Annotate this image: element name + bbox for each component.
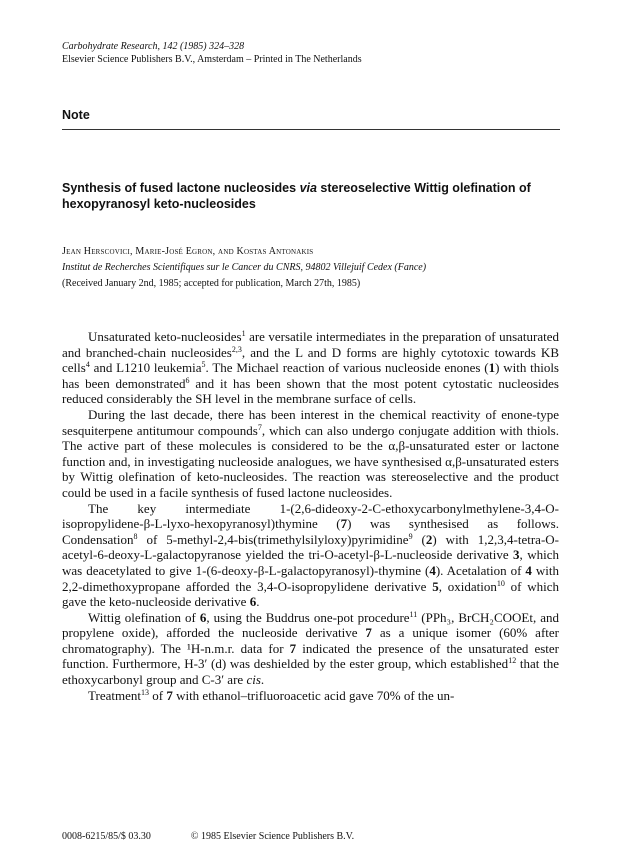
reference-marker: 5 — [201, 360, 206, 370]
compound-number: 1 — [488, 360, 496, 376]
text-run: with ethanol–trifluoroacetic acid gave 70% of the un- — [172, 687, 455, 703]
reference-marker: 6 — [185, 375, 190, 385]
text-run: , which was deacetylated to give 1-(6-deoxy-β-L-galactopyranosyl)-thymine ( — [62, 547, 559, 578]
text-run: During the last decade, there has been interest in the chemical reactivity of enone-type sesquiterpene antitumour compounds — [62, 406, 559, 438]
compound-number: 4 — [525, 562, 532, 578]
reference-marker: 13 — [140, 687, 149, 697]
text-run: , using the Buddrus one-pot procedure — [206, 609, 410, 625]
text-run: of — [148, 687, 167, 703]
text-run: ) with thiols has been demonstrated — [62, 360, 559, 391]
compound-number: 3 — [513, 547, 520, 563]
paragraph-5 — [62, 688, 559, 704]
reference-marker: 2,3 — [231, 344, 242, 354]
paragraph-2 — [62, 407, 559, 501]
reference-marker: 1 — [241, 329, 246, 338]
paragraph-4 — [62, 610, 559, 688]
article-title — [62, 180, 562, 212]
text-run: . — [256, 594, 260, 610]
author-block — [62, 244, 426, 292]
text-run: , and the L and D forms are highly cytotoxic towards KB cells — [62, 344, 559, 376]
text-run: ( — [412, 531, 426, 547]
author-affiliation: Institut de Recherches Scientifiques sur le Cancer du CNRS, 94802 Villejuif Cedex (Fance) — [62, 262, 427, 273]
author-names: Jean Herscovici, Marie-José Egron, and Kostas Antonakis — [62, 246, 314, 257]
reference-marker: 10 — [496, 578, 505, 588]
text-run: (PPh₃, BrCH₂COOEt, and propylene oxide), afforded the nucleoside derivative — [62, 609, 559, 641]
text-run: of 5-methyl-2,4-bis(trimethylsilyloxy)pyrimidine — [137, 531, 409, 547]
text-run: , which can also undergo conjugate addition with thiols. The active part of these molecules is considered to be the α,β-unsaturated ester or lactone function and, in investigating nucleoside analogues, we have synthesised α,β-unsaturated esters by Wittig olefination of keto-nucleosides. The reaction was stereoselective and the product could be used in a facile synthesis of fused lactone nucleosides. — [62, 422, 559, 500]
text-run: . — [260, 672, 265, 688]
compound-number: 5 — [432, 578, 439, 594]
reference-marker: 12 — [508, 656, 517, 666]
text-run: Treatment — [88, 687, 141, 703]
text-run: indicated the presence of the unsaturated ester function. Furthermore, H-3′ (d) was deshielded by the ester group, which established — [62, 640, 559, 672]
text-run: and it has been shown that the most potent cytostatic nucleosides reduced considerably the SH level in the membrane surface of cells. — [62, 375, 559, 407]
journal-header — [62, 40, 362, 66]
reference-marker: 8 — [133, 531, 138, 541]
text-run: with 2,2-dimethoxypropane afforded the 3,4-O-isopropylidene derivative — [62, 562, 559, 594]
text-run: of which gave the keto-nucleoside derivative — [62, 578, 559, 610]
received-dates: (Received January 2nd, 1985; accepted for publication, March 27th, 1985) — [62, 278, 361, 289]
compound-number: 4 — [429, 562, 436, 578]
article-code: 0008-6215/85/$ 03.30 — [62, 831, 151, 842]
compound-number: 7 — [289, 640, 297, 656]
journal-citation: Carbohydrate Research, 142 (1985) 324–328 — [62, 41, 245, 52]
text-run: . The Michael reaction of various nucleoside enones ( — [205, 360, 489, 376]
compound-number: 7 — [365, 625, 372, 641]
reference-marker: 7 — [257, 422, 262, 432]
text-run: The key intermediate 1-(2,6-dideoxy-2-C-ethoxycarbonylmethylene-3,4-O-isopropylidene-β-L-lyxo-hexopyranosyl)thymine ( — [62, 500, 559, 532]
text-run: as a unique isomer (60% after chromatography). The ¹H-n.m.r. data for — [62, 625, 559, 656]
compound-number: 6 — [249, 594, 257, 610]
title-part2: stereoselective Wittig olefination of hexopyranosyl keto-nucleosides — [62, 181, 531, 211]
section-label: Note — [62, 108, 90, 122]
article-body — [62, 329, 559, 703]
compound-number: 7 — [340, 516, 348, 532]
text-run: ). Acetalation of — [435, 562, 526, 578]
compound-number: 7 — [166, 687, 173, 703]
text-run: are versatile intermediates in the preparation of unsaturated and branched-chain nucleosides — [62, 329, 559, 360]
text-run: that the ethoxycarbonyl group and C-3′ are — [62, 656, 559, 688]
title-part1: Synthesis of fused lactone nucleosides — [62, 181, 300, 195]
text-run: ) was synthesised as follows. Condensation — [62, 516, 559, 547]
publisher-line: Elsevier Science Publishers B.V., Amsterdam – Printed in The Netherlands — [62, 54, 362, 65]
text-run: Unsaturated keto-nucleosides — [88, 329, 242, 344]
italic-term: cis — [246, 672, 261, 688]
text-run: Wittig olefination of — [88, 609, 200, 625]
title-via: via — [299, 181, 317, 195]
paragraph-1 — [62, 329, 559, 407]
compound-number: 6 — [199, 609, 207, 625]
text-run: ) with 1,2,3,4-tetra-O-acetyl-6-deoxy-L-galactopyranose yielded the tri-O-acetyl-β-L-nucleoside derivative — [62, 531, 559, 563]
copyright-notice: © 1985 Elsevier Science Publishers B.V. — [190, 831, 355, 842]
reference-marker: 9 — [408, 531, 413, 541]
paragraph-3 — [62, 501, 559, 610]
page-footer — [62, 831, 354, 842]
text-run: , oxidation — [438, 578, 497, 594]
reference-marker: 11 — [409, 609, 418, 619]
text-run: and L1210 leukemia — [89, 360, 202, 376]
compound-number: 2 — [425, 531, 433, 547]
header-divider — [62, 129, 560, 130]
reference-marker: 4 — [85, 360, 90, 370]
